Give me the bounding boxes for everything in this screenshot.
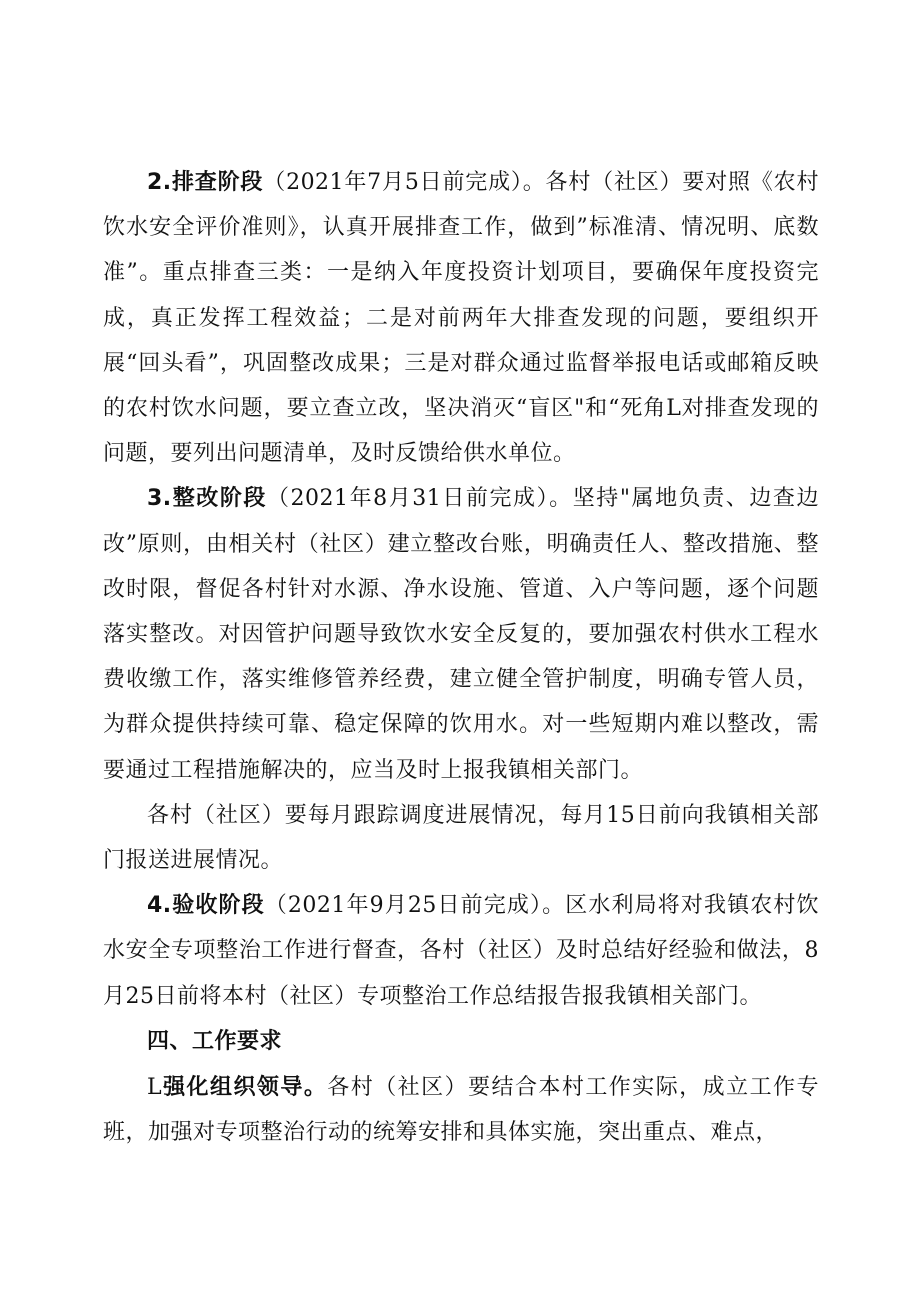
paragraph-lead: 2.排查阶段: [147, 170, 264, 195]
paragraph-rectification-stage: [103, 476, 819, 792]
paragraph-body: （2021年7月5日前完成）。各村（社区）要对照《农村饮水安全评价准则》，认真开展排查工作，做到”标准清、情况明、底数准”。重点排查三类：一是纳入年度投资计划项目，要确保年度投资完成，真正发挥工程效益；二是对前两年大排查发现的问题，要组织开展“回头看”，巩固整改成果；三是对群众通过监督举报电话或邮箱反映的农村饮水问题，要立查立改，坚决消灭“盲区"和“死角L对排查发现的问题，要列出问题清单，及时反馈给供水单位。: [103, 170, 819, 467]
paragraph-lead: 3.整改阶段: [147, 486, 267, 512]
paragraph-monthly-report: [103, 793, 819, 883]
paragraph-prefix: L: [147, 1074, 163, 1100]
paragraph-body: （2021年9月25日前完成）。区水利局将对我镇农村饮水安全专项整治工作进行督查，各村（社区）及时总结好经验和做法，8月25日前将本村（社区）专项整治工作总结报告报我镇相关部门。: [103, 893, 820, 1009]
paragraph-acceptance-stage: [103, 883, 819, 1019]
paragraph-investigation-stage: [103, 160, 819, 476]
paragraph-lead: 4.验收阶段: [147, 893, 265, 919]
paragraph-body: 各村（社区）要每月跟踪调度进展情况，每月15日前向我镇相关部门报送进展情况。: [103, 802, 819, 874]
paragraph-organization-leadership: [103, 1065, 819, 1155]
paragraph-body: （2021年8月31日前完成）。坚持"属地负责、边查边改”原则，由相关村（社区）建立整改台账，明确责任人、整改措施、整改时限，督促各村针对水源、净水设施、管道、入户等问题，逐个问题落实整改。对因管护问题导致饮水安全反复的，要加强农村供水工程水费收缴工作，落实维修管养经费，建立健全管护制度，明确专管人员，为群众提供持续可靠、稳定保障的饮用水。对一些短期内难以整改，需要通过工程措施解决的，应当及时上报我镇相关部门。: [103, 486, 819, 783]
paragraph-body: 各村（社区）要结合本村工作实际，成立工作专班，加强对专项整治行动的统筹安排和具体实施，突出重点、难点，: [103, 1074, 819, 1146]
document-page: [103, 160, 819, 1155]
paragraph-lead: 强化组织领导。: [162, 1074, 328, 1100]
section-heading: 四、工作要求: [147, 1028, 283, 1054]
